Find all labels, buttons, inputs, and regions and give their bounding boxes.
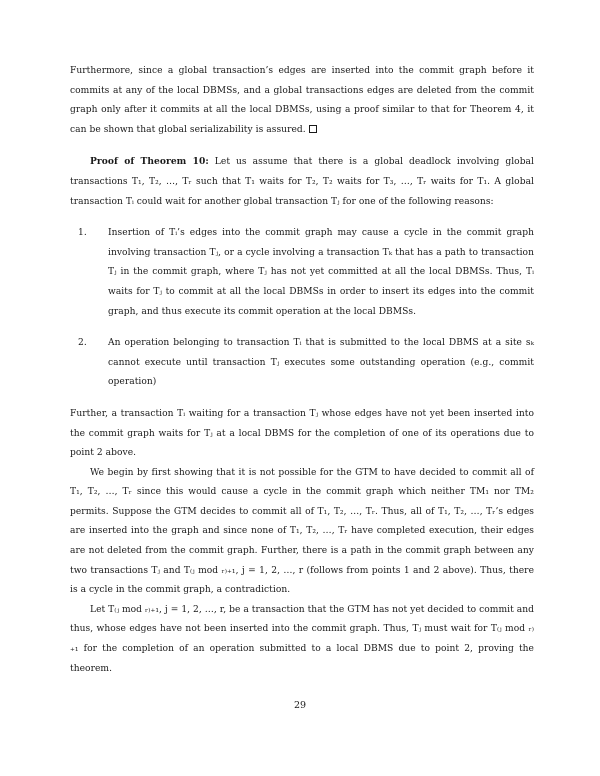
document-body [70,62,534,679]
qed-box-icon [309,125,317,133]
page-number: 29 [293,700,307,711]
list-item-number: 2. [78,338,87,349]
list-item [78,224,534,322]
list-item-text: Insertion of Tᵢ’s edges into the commit graph may cause a cycle in the commit graph involving transaction Tⱼ, or a cycle involving a transaction Tₖ that has a path to transaction Tⱼ in the commit graph, where Tⱼ has not yet committed at all the local DBMSs. Thus, Tᵢ waits for Tⱼ to commit at all the local DBMSs in order to insert its edges into the commit graph, and thus execute its commit operation at the local DBMSs. [108,228,534,317]
paragraph-furthermore [70,62,534,140]
list-item-text: An operation belonging to transaction Tᵢ that is submitted to the local DBMS at a site sₖ cannot execute until transaction Tⱼ executes some outstanding operation (e.g., commit operation) [108,338,534,388]
list-item [78,334,534,393]
paragraph-proof-text: Let us assume that there is a global deadlock involving global transactions T₁, T₂, …, Tᵣ such that T₁ waits for T₂, T₂ waits for T₃, …, Tᵣ waits for T₁. A global transaction Tᵢ could wait for another global transaction Tⱼ for one of the following reasons: [70,157,534,207]
paragraph-proof [70,152,534,212]
paragraph-furthermore-text: Furthermore, since a global transaction’s edges are inserted into the commit graph before it commits at any of the local DBMSs, and a global transactions edges are deleted from the commit graph only after it commits at all the local DBMSs, using a proof similar to that for Theorem 4, it can be shown that global serializability is assured. [70,66,534,135]
paragraph-let: Let T₍ⱼ mod ᵣ₎₊₁, j = 1, 2, …, r, be a transaction that the GTM has not yet decided to commit and thus, whose edges have not been inserted into the commit graph. Thus, Tⱼ must wait for T₍ⱼ mod ᵣ₎₊₁ for the completion of an operation submitted to a local DBMS due to point 2, proving the theorem. [70,604,534,674]
paragraph-we-begin: We begin by first showing that it is not possible for the GTM to have decided to commit all of T₁, T₂, …, Tᵣ since this would cause a cycle in the commit graph which neither TM₁ nor TM₂ permits. Suppose the GTM decides to commit all of T₁, T₂, …, Tᵣ. Thus, all of T₁, T₂, …, Tᵣ’s edges are inserted into the graph and since none of T₁, T₂, …, Tᵣ have completed execution, their edges are not deleted from the commit graph. Further, there is a path in the commit graph between any two transactions Tⱼ and T₍ⱼ mod ᵣ₎₊₁, j = 1, 2, …, r (follows from points 1 and 2 above). Thus, there is a cycle in the commit graph, a contradiction. [70,467,534,596]
paragraph-further: Further, a transaction Tᵢ waiting for a transaction Tⱼ whose edges have not yet been inserted into the commit graph waits for Tⱼ at a local DBMS for the completion of one of its operations due to point 2 above. [70,408,534,459]
proof-label: Proof of Theorem 10: [90,156,209,168]
list-item-number: 1. [78,228,87,239]
